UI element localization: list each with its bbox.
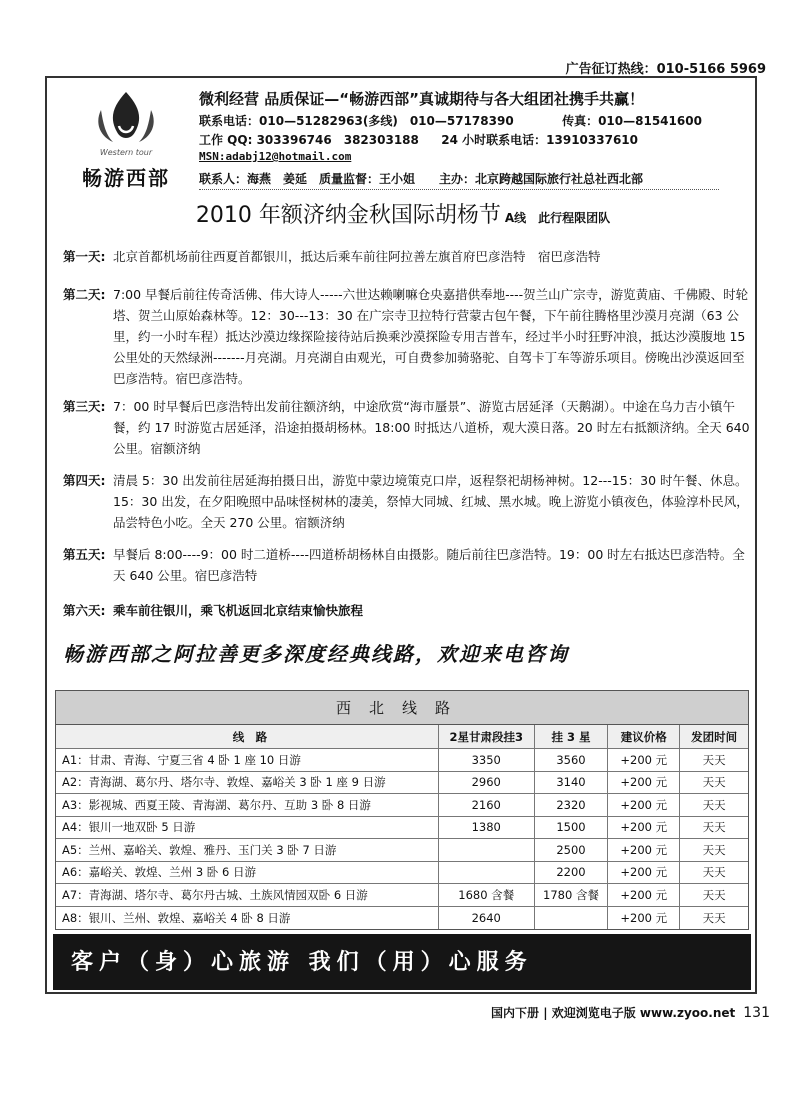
hotline24-number: 13910337610 [546,133,638,147]
suggested-price: +200 元 [608,749,680,771]
table-row [56,817,748,840]
table-row [56,749,748,772]
day-text: 早餐后 8:00----9：00 时二道桥----四道桥胡杨林自由摄影。随后前往巴彦浩特。19：00 时左右抵达巴彦浩特。全天 640 公里。宿巴彦浩特 [113,547,745,583]
msn-address[interactable]: MSN:adabj12@hotmail.com [199,150,352,163]
departure: 天天 [702,910,726,925]
route-name: A6：嘉峪关、敦煌、兰州 3 卧 6 日游 [56,862,439,884]
day-label: 第三天: [63,399,106,414]
price-2star: 1380 [439,817,535,839]
tel-numbers: 010—51282963(多线) 010—57178390 [259,114,514,128]
phone-line [199,112,702,129]
route-name: A5：兰州、嘉峪关、敦煌、雅丹、玉门关 3 卧 7 日游 [56,839,439,861]
day-label: 第六天: [63,603,106,618]
price-3star: 2200 [535,862,609,884]
route-name: A1：甘肃、青海、宁夏三省 4 卧 1 座 10 日游 [56,749,439,771]
day-text: 清晨 5：30 出发前往居延海拍摄日出，游览中蒙边境策克口岸，返程祭祀胡杨神树。12---15：30 时午餐、休息。15：30 出发，在夕阳晚照中品味怪树林的凄美，祭悼大同城、红城、黑水城。晚上游览小镇夜色，体验淳朴民风，品尝特色小吃。全天 270 公里。宿额济纳 [113,473,749,530]
departure: 天天 [702,865,726,880]
logo-english: Western tour [99,148,153,157]
footer-text: 国内下册 | 欢迎浏览电子版 www.zyoo.net [491,1006,736,1020]
day-text: 北京首都机场前往西夏首都银川，抵达后乘车前往阿拉善左旗首府巴彦浩特 宿巴彦浩特 [113,249,601,264]
day-text: 7：00 时早餐后巴彦浩特出发前往额济纳，中途欣赏“海市蜃景”、游览古居延泽（天鹅湖）。中途在乌力吉小镇午餐，约 17 时游览古居延泽，沿途拍摄胡杨林。18:00 时抵达八道桥，观大漠日落。20 时左右抵额济纳。全天 640 公里。宿额济纳 [113,399,750,456]
price-3star: 2320 [535,794,609,816]
header-2star: 2星甘肃段挂3 [439,725,535,748]
route-name: A8：银川、兰州、敦煌、嘉峪关 4 卧 8 日游 [56,907,439,930]
fax-label: 传真： [562,114,599,128]
price-2star: 2640 [439,907,535,930]
logo-chinese: 畅游西部 [82,166,170,190]
qq-numbers: 303396746 382303188 [256,133,419,147]
price-2star: 3350 [439,749,535,771]
fax-number: 010—81541600 [598,114,702,128]
price-3star: 2500 [535,839,609,861]
suggested-price: +200 元 [608,839,680,861]
day-label: 第二天: [63,287,106,302]
price-3star: 1780 含餐 [535,884,609,906]
day-2 [63,284,753,389]
routes-table [55,690,749,930]
ad-frame [45,76,757,994]
qq-label: 工作 QQ: [199,133,253,147]
suggested-price: +200 元 [608,884,680,906]
header-departure: 发团时间 [691,729,738,744]
price-3star: 1500 [535,817,609,839]
slogan: 微利经营 品质保证—“畅游西部”真诚期待与各大组团社携手共赢！ [199,90,644,108]
page-number: 131 [743,1005,770,1021]
day-3 [63,396,753,459]
tel-label: 联系电话： [199,114,260,128]
departure: 天天 [702,820,726,835]
day-text: 7:00 早餐后前往传奇活佛、伟大诗人-----六世达赖喇嘛仓央嘉措供奉地----贺兰山广宗寺，游览黄庙、千佛殿、时轮塔、贺兰山原始森林等。12：30---13：30 在广宗寺卫拉特行营蒙古包午餐，下午前往腾格里沙漠月亮湖（63 公里，约一小时车程）抵达沙漠边缘探险接待站后换乘沙漠探险专用吉普车，经过半小时狂野冲浪，抵达沙漠腹地 15 公里处的天然绿洲-------月亮湖。月亮湖自由观光，可自费参加骑骆驼、自驾卡丁车等游乐项目。傍晚出沙漠返回至巴彦浩特。宿巴彦浩特。 [113,287,749,386]
header-price: 建议价格 [608,725,680,748]
route-name: A3：影视城、西夏王陵、青海湖、葛尔丹、互助 3 卧 8 日游 [56,794,439,816]
service-banner: 客户（身）心旅游 我们（用）心服务 [53,934,751,990]
table-row [56,772,748,795]
table-row [56,839,748,862]
price-3star: 3560 [535,749,609,771]
departure: 天天 [702,887,726,902]
day-1 [63,246,753,267]
hotline24-label: 24 小时联系电话： [441,133,547,147]
price-3star [535,907,609,930]
price-2star [439,839,535,861]
title-main: 2010 年额济纳金秋国际胡杨节 [195,203,501,228]
day-label: 第一天: [63,249,106,264]
table-row [56,907,748,930]
suggested-price: +200 元 [608,907,680,930]
day-label: 第四天: [63,473,106,488]
departure: 天天 [702,842,726,857]
suggested-price: +200 元 [608,817,680,839]
table-header-row [56,725,748,749]
day-4 [63,470,753,533]
day-6 [63,600,753,621]
page-footer [491,1004,770,1021]
suggested-price: +200 元 [608,862,680,884]
suggested-price: +200 元 [608,772,680,794]
title-sub: A线 此行程限团队 [504,211,611,225]
logo-flame-icon [61,88,191,148]
departure: 天天 [702,775,726,790]
suggested-price: +200 元 [608,794,680,816]
routes-title: 西北线路 [56,691,748,725]
price-2star: 2160 [439,794,535,816]
logo [61,88,191,192]
header-3star: 挂 3 星 [535,725,609,748]
price-3star: 3140 [535,772,609,794]
day-text: 乘车前往银川，乘飞机返回北京结束愉快旅程 [113,603,364,618]
price-2star [439,862,535,884]
ad-hotline: 广告征订热线：010-5166 5969 [565,62,766,77]
departure: 天天 [702,752,726,767]
header-route: 线 路 [56,725,439,748]
route-name: A4：银川一地双卧 5 日游 [56,817,439,839]
day-5 [63,544,753,586]
route-name: A7：青海湖、塔尔寺、葛尔丹古城、土族风情园双卧 6 日游 [56,884,439,906]
table-row [56,862,748,885]
departure: 天天 [702,797,726,812]
price-2star: 2960 [439,772,535,794]
table-row [56,794,748,817]
day-label: 第五天: [63,547,106,562]
price-2star: 1680 含餐 [439,884,535,906]
page-title [47,198,759,229]
route-name: A2：青海湖、葛尔丹、塔尔寺、敦煌、嘉峪关 3 卧 1 座 9 日游 [56,772,439,794]
table-row [56,884,748,907]
contact-line: 联系人：海燕 姜延 质量监督：王小姐 主办：北京跨越国际旅行社总社西北部 [199,170,719,190]
qq-line [199,131,638,148]
promo-line: 畅游西部之阿拉善更多深度经典线路，欢迎来电咨询 [63,642,569,666]
